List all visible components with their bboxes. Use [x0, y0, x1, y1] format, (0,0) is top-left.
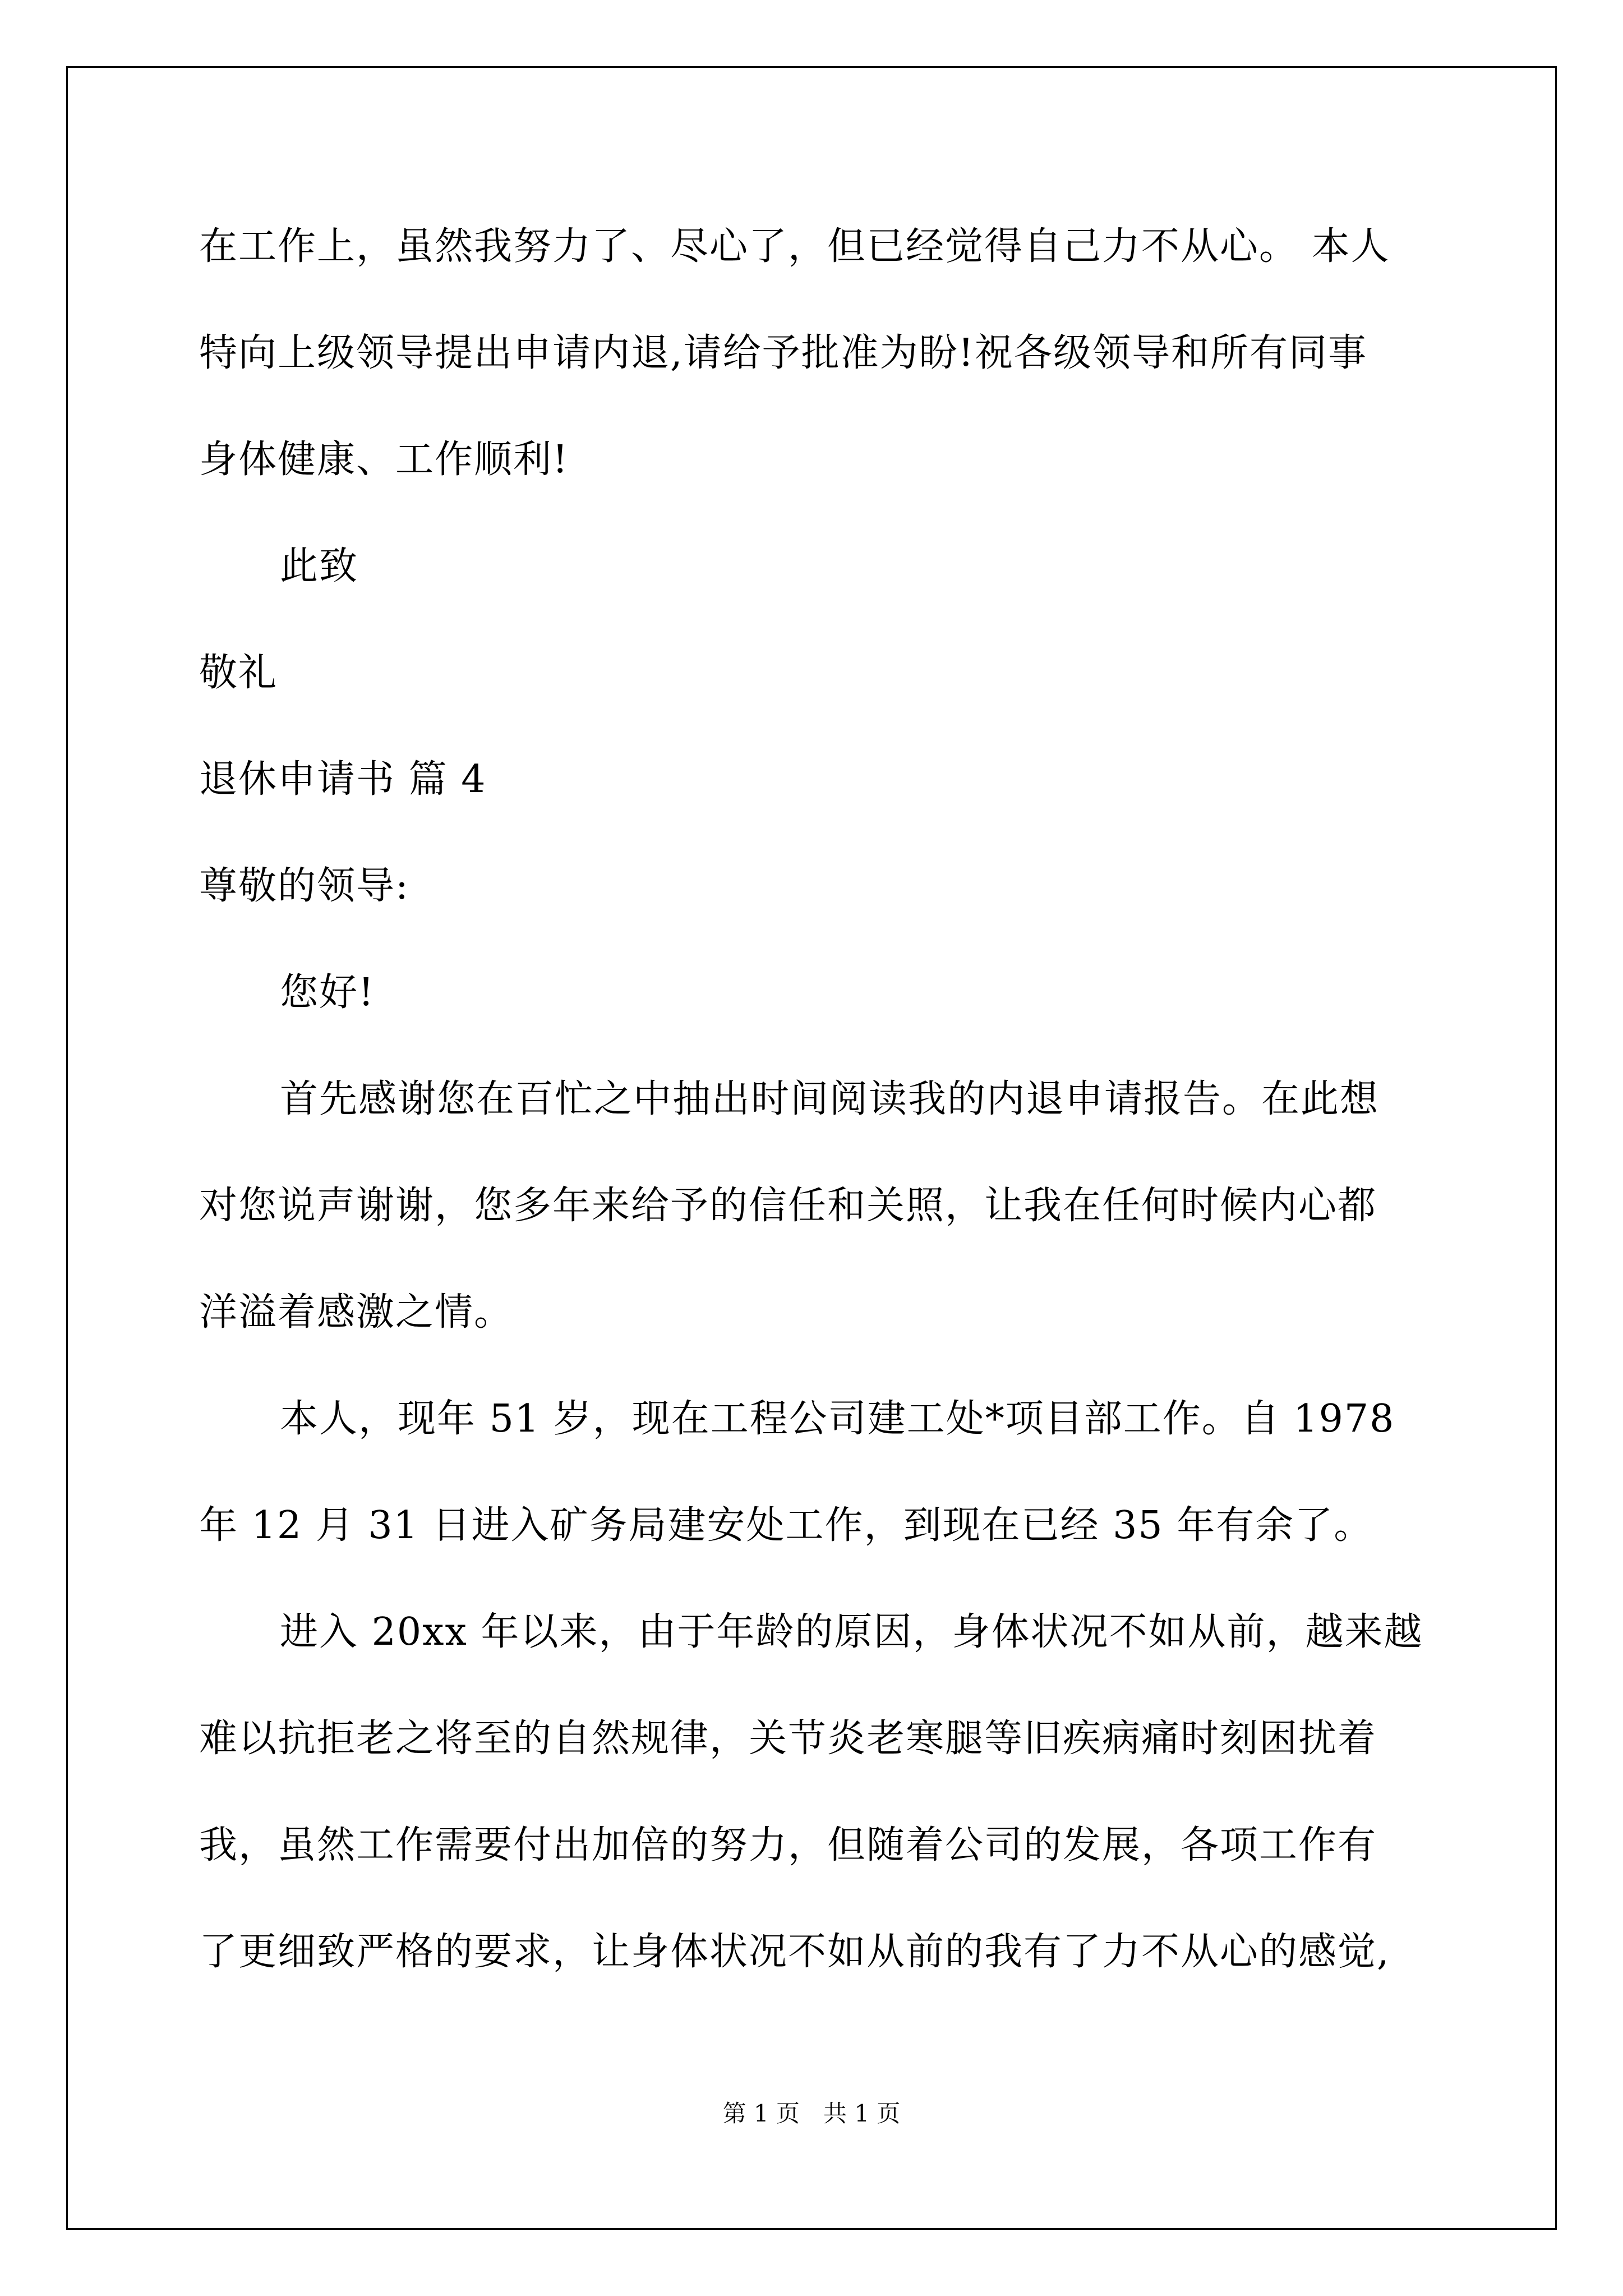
- paragraph-line: 年 12 月 31 日进入矿务局建安处工作，到现在已经 35 年有余了。: [199, 1503, 1373, 1548]
- paragraph-line: 身体健康、工作顺利!: [199, 438, 569, 482]
- paragraph-line: 本人，现年 51 岁，现在工程公司建工处*项目部工作。自 1978: [280, 1397, 1395, 1441]
- paragraph-line: 了更细致严格的要求，让身体状况不如从前的我有了力不从心的感觉,: [199, 1930, 1390, 1974]
- page-number: 第 1 页 共 1 页: [722, 2100, 901, 2127]
- paragraph-line: 洋溢着感激之情。: [199, 1290, 514, 1335]
- paragraph-line: 在工作上，虽然我努力了、尽心了，但已经觉得自己力不从心。 本人: [199, 224, 1390, 269]
- closing-regards: 敬礼: [199, 651, 278, 695]
- paragraph-line: 首先感谢您在百忙之中抽出时间阅读我的内退申请报告。在此想: [280, 1077, 1380, 1121]
- paragraph-line: 对您说声谢谢，您多年来给予的信任和关照，让我在任何时候内心都: [199, 1184, 1377, 1228]
- paragraph-line: 进入 20xx 年以来，由于年龄的原因，身体状况不如从前，越来越: [280, 1610, 1423, 1654]
- page-border: [66, 66, 1557, 2230]
- paragraph-line: 特向上级领导提出申请内退,请给予批准为盼!祝各级领导和所有同事: [199, 331, 1367, 375]
- paragraph-line: 我，虽然工作需要付出加倍的努力，但随着公司的发展，各项工作有: [199, 1823, 1377, 1867]
- greeting: 您好!: [280, 970, 375, 1015]
- greeting-addressee: 尊敬的领导:: [199, 864, 409, 908]
- paragraph-line: 难以抗拒老之将至的自然规律，关节炎老寒腿等旧疾病痛时刻困扰着: [199, 1717, 1377, 1761]
- closing-salutation: 此致: [280, 544, 359, 588]
- section-heading: 退休申请书 篇 4: [199, 757, 487, 802]
